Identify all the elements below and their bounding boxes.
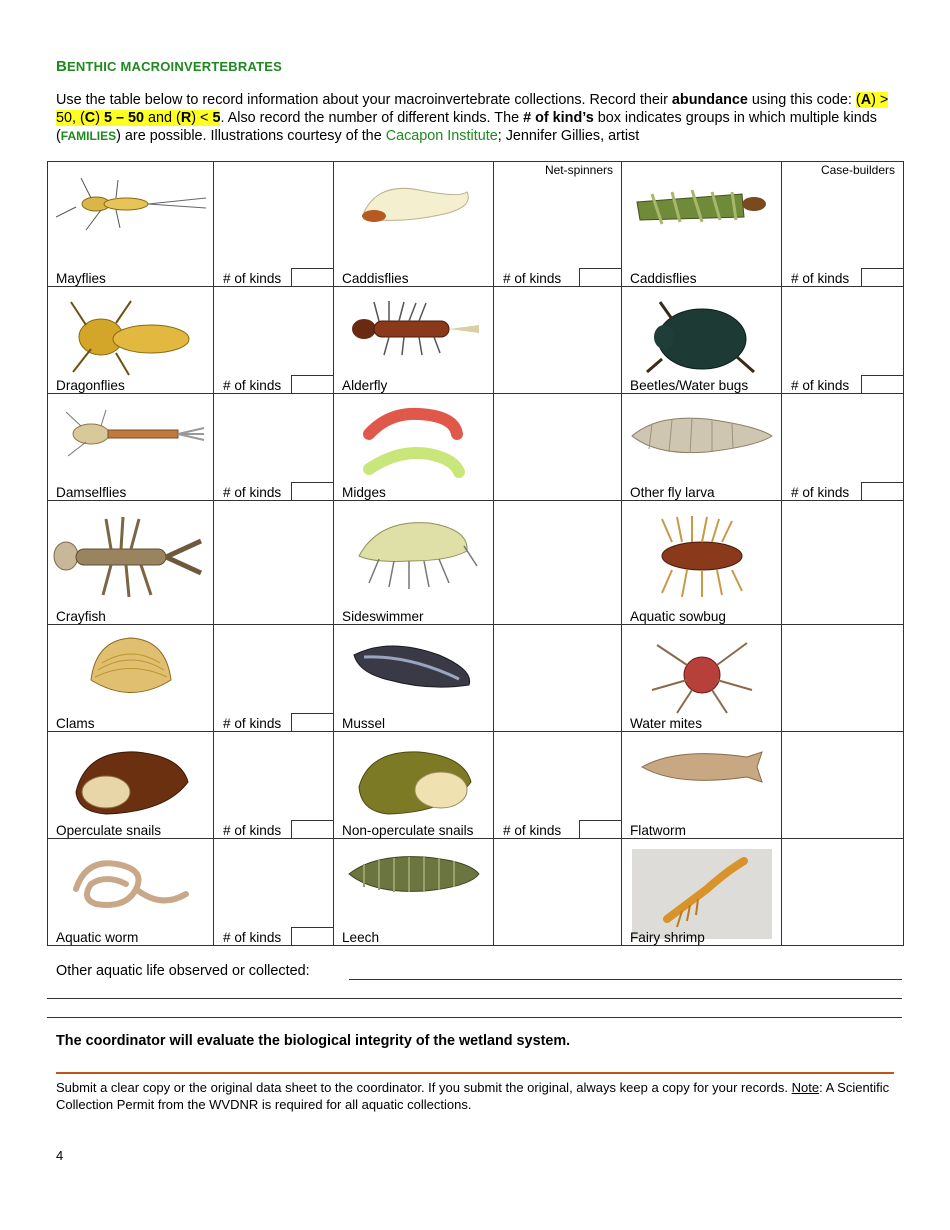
kinds-input-box[interactable]: [291, 927, 333, 945]
organism-name: Dragonflies: [56, 378, 125, 393]
organism-name: Leech: [342, 930, 380, 945]
organism-cell: [48, 839, 214, 946]
abundance-cell[interactable]: [782, 625, 904, 732]
organism-cell: [622, 501, 782, 625]
coordinator-note: The coordinator will evaluate the biological integrity of the wetland system.: [56, 1033, 571, 1049]
kinds-input-box[interactable]: [291, 375, 333, 393]
table-row: [48, 625, 904, 732]
organism-name: Damselflies: [56, 485, 127, 500]
damselfly-icon: [56, 404, 206, 469]
organism-cell: [334, 501, 494, 625]
aquatic-worm-icon: [66, 849, 196, 934]
abundance-cell[interactable]: [494, 394, 622, 501]
kinds-input-box[interactable]: [861, 268, 903, 286]
organism-cell: [334, 394, 494, 501]
fly-larva-icon: [627, 404, 777, 469]
abundance-cell[interactable]: [494, 625, 622, 732]
kinds-label: # of kinds: [791, 485, 850, 500]
abundance-cell[interactable]: [214, 732, 334, 839]
organism-name: Flatworm: [630, 823, 686, 838]
intro-paragraph: Use the table below to record information about your macroinvertebrate collections. Record their abundance using this code: (A) > 50, (C) 5 – 50 and (R) < 5. Also record the number of different kinds. The # of kind’s box indicates groups in which multiple kinds (FAMILIES) are possible. Illustrations courtesy of the Cacapon Institute; Jennifer Gillies, artist: [56, 92, 889, 144]
organism-name: Midges: [342, 485, 386, 500]
abundance-cell[interactable]: [494, 287, 622, 394]
organism-cell: [48, 732, 214, 839]
table-row: [48, 732, 904, 839]
organism-cell: [622, 287, 782, 394]
organism-name: Operculate snails: [56, 823, 162, 838]
kinds-input-box[interactable]: [861, 482, 903, 500]
abundance-cell[interactable]: [214, 162, 334, 287]
organism-name: Beetles/Water bugs: [630, 378, 749, 393]
dragonfly-icon: [61, 297, 201, 382]
kinds-label: # of kinds: [791, 378, 850, 393]
organism-name: Crayfish: [56, 609, 106, 624]
abundance-cell[interactable]: [782, 732, 904, 839]
kinds-label: # of kinds: [223, 378, 282, 393]
case-caddisfly-icon: [632, 172, 772, 237]
midge-icon: [359, 404, 469, 489]
net-spinners-label: Net-spinners: [544, 163, 613, 177]
organism-name: Aquatic sowbug: [630, 609, 726, 624]
organism-name: Non-operculate snails: [342, 823, 474, 838]
organism-name: Fairy shrimp: [630, 930, 705, 945]
kinds-input-box[interactable]: [291, 268, 333, 286]
table-row: [48, 501, 904, 625]
organism-cell: [622, 162, 782, 287]
organism-cell: [622, 625, 782, 732]
orange-divider: [56, 1072, 894, 1074]
kinds-label: # of kinds: [223, 716, 282, 731]
kinds-label: # of kinds: [223, 485, 282, 500]
abundance-cell[interactable]: [214, 287, 334, 394]
abundance-cell[interactable]: [214, 839, 334, 946]
sideswimmer-icon: [349, 511, 479, 596]
organism-name: Other fly larva: [630, 485, 715, 500]
organism-name: Mayflies: [56, 271, 106, 286]
mussel-icon: [349, 635, 479, 700]
organism-cell: [622, 839, 782, 946]
abundance-cell[interactable]: [782, 394, 904, 501]
kinds-label: # of kinds: [791, 271, 850, 286]
organism-name: Water mites: [630, 716, 703, 731]
clam-icon: [86, 635, 176, 710]
flatworm-icon: [637, 742, 767, 797]
organism-name: Clams: [56, 716, 95, 731]
abundance-cell[interactable]: [782, 501, 904, 625]
table-row: [48, 162, 904, 287]
case-builders-label: Case-builders: [820, 163, 895, 177]
table-row: [48, 287, 904, 394]
water-mite-icon: [647, 635, 757, 720]
answer-line-3[interactable]: [47, 1017, 902, 1018]
kinds-label: # of kinds: [503, 823, 562, 838]
abundance-cell[interactable]: [214, 501, 334, 625]
organism-cell: [48, 625, 214, 732]
organism-name: Sideswimmer: [342, 609, 424, 624]
table-row: [48, 394, 904, 501]
mayfly-icon: [56, 172, 206, 237]
organism-name: Mussel: [342, 716, 386, 731]
abundance-cell[interactable]: [782, 162, 904, 287]
beetle-icon: [642, 297, 762, 382]
crayfish-icon: [51, 511, 211, 606]
abundance-cell[interactable]: [214, 394, 334, 501]
organism-name: Caddisflies: [342, 271, 409, 286]
kinds-label: # of kinds: [503, 271, 562, 286]
net-caddisfly-icon: [349, 172, 479, 237]
leech-icon: [344, 849, 484, 904]
organism-cell: [334, 287, 494, 394]
organism-cell: [48, 287, 214, 394]
other-life-answer-line[interactable]: [349, 979, 902, 980]
abundance-code: (A) > 50, (C) 5 – 50 and (R) < 5: [56, 92, 889, 126]
kinds-input-box[interactable]: [579, 268, 621, 286]
organism-cell: [334, 162, 494, 287]
section-heading: BENTHIC MACROINVERTEBRATES: [56, 58, 282, 75]
kinds-label: # of kinds: [223, 823, 282, 838]
organism-cell: [334, 625, 494, 732]
non-operculate-snail-icon: [349, 742, 479, 827]
alderfly-icon: [344, 297, 484, 362]
organism-cell: [334, 732, 494, 839]
organism-cell: [48, 394, 214, 501]
organism-cell: [622, 732, 782, 839]
answer-line-2[interactable]: [47, 998, 902, 999]
sowbug-icon: [647, 511, 757, 606]
organism-name: Alderfly: [342, 378, 388, 393]
organism-cell: [48, 162, 214, 287]
page-number: 4: [56, 1148, 64, 1163]
other-life-label: Other aquatic life observed or collected:: [56, 963, 310, 979]
organism-cell: [622, 394, 782, 501]
kinds-input-box[interactable]: [861, 375, 903, 393]
macroinvertebrate-table: [47, 161, 904, 946]
abundance-cell[interactable]: [494, 162, 622, 287]
kinds-label: # of kinds: [223, 271, 282, 286]
abundance-cell[interactable]: [494, 732, 622, 839]
organism-cell: [48, 501, 214, 625]
abundance-cell[interactable]: [214, 625, 334, 732]
kinds-input-box[interactable]: [579, 820, 621, 838]
kinds-label: # of kinds: [223, 930, 282, 945]
abundance-cell[interactable]: [782, 839, 904, 946]
abundance-cell[interactable]: [494, 839, 622, 946]
abundance-cell[interactable]: [494, 501, 622, 625]
cacapon-link[interactable]: Cacapon Institute: [385, 128, 498, 144]
submit-instructions: Submit a clear copy or the original data sheet to the coordinator. If you submit the original, always keep a copy for your records. Note: A Scientific Collection Permit from the WVDNR is required for all aquatic collections.: [56, 1080, 890, 1112]
organism-name: Aquatic worm: [56, 930, 139, 945]
table-row: [48, 839, 904, 946]
abundance-cell[interactable]: [782, 287, 904, 394]
organism-cell: [334, 839, 494, 946]
kinds-input-box[interactable]: [291, 713, 333, 731]
organism-name: Caddisflies: [630, 271, 697, 286]
kinds-input-box[interactable]: [291, 820, 333, 838]
operculate-snail-icon: [66, 742, 196, 827]
kinds-input-box[interactable]: [291, 482, 333, 500]
